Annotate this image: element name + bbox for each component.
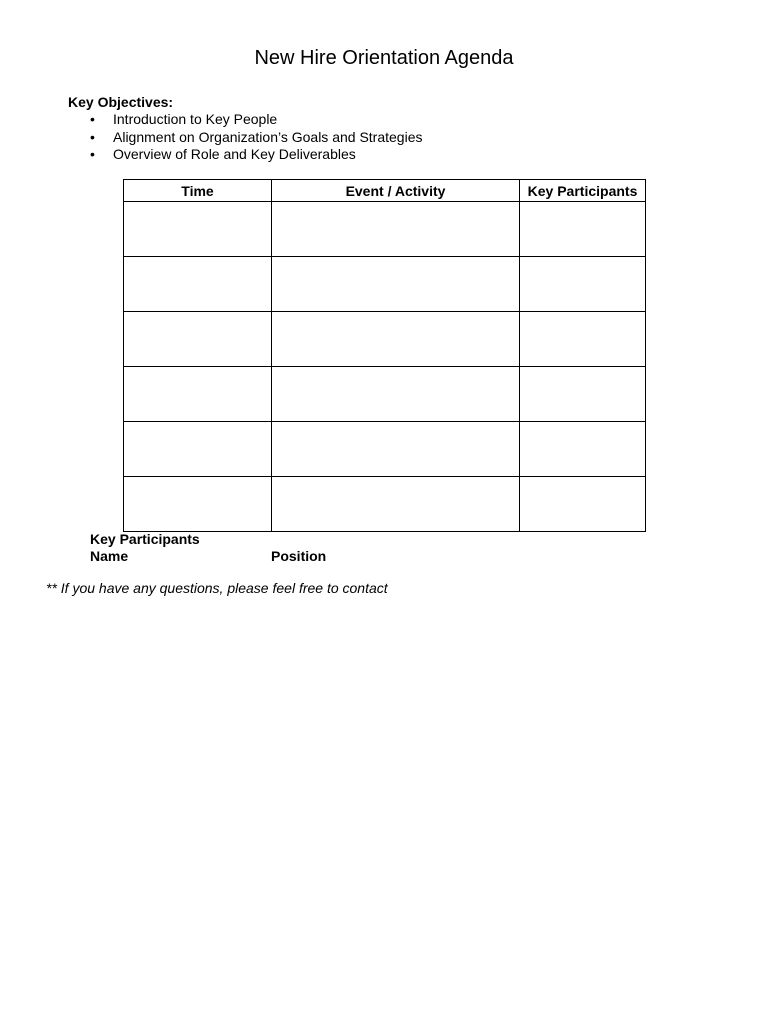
participants-cell [520, 202, 646, 257]
event-column-header: Event / Activity [272, 180, 520, 202]
event-cell [272, 202, 520, 257]
event-cell [272, 477, 520, 532]
table-header-row [124, 180, 646, 202]
participants-cell [520, 477, 646, 532]
objectives-list [90, 111, 422, 164]
participants-column-header: Key Participants [520, 180, 646, 202]
objective-item [90, 129, 422, 147]
event-cell [272, 367, 520, 422]
time-cell [124, 202, 272, 257]
event-cell [272, 422, 520, 477]
participants-cell [520, 422, 646, 477]
objective-text: Alignment on Organization’s Goals and Strategies [113, 128, 423, 145]
time-cell [124, 312, 272, 367]
key-participants-heading: Key Participants [90, 531, 200, 547]
table-row [124, 202, 646, 257]
time-cell [124, 257, 272, 312]
page-title: New Hire Orientation Agenda [254, 47, 514, 69]
bullet-icon: • [90, 146, 95, 162]
time-column-header: Time [124, 180, 272, 202]
participants-cell [520, 257, 646, 312]
objective-text: Overview of Role and Key Deliverables [113, 146, 356, 162]
participants-cell [520, 312, 646, 367]
objective-text: Introduction to Key People [113, 111, 278, 127]
time-cell [124, 367, 272, 422]
event-cell [272, 312, 520, 367]
objective-item [90, 111, 422, 129]
table-row [124, 312, 646, 367]
event-cell [272, 257, 520, 312]
objectives-heading: Key Objectives: [68, 94, 174, 110]
time-cell [124, 477, 272, 532]
objective-item [90, 146, 422, 164]
bullet-icon: • [90, 111, 95, 127]
bullet-icon: • [90, 128, 95, 145]
agenda-table [123, 179, 646, 532]
position-label: Position [271, 548, 327, 564]
table-row [124, 477, 646, 532]
table-row [124, 422, 646, 477]
table-row [124, 367, 646, 422]
table-row [124, 257, 646, 312]
time-cell [124, 422, 272, 477]
participants-cell [520, 367, 646, 422]
contact-note: ** If you have any questions, please feel free to contact [46, 580, 388, 596]
name-label: Name [90, 548, 129, 564]
